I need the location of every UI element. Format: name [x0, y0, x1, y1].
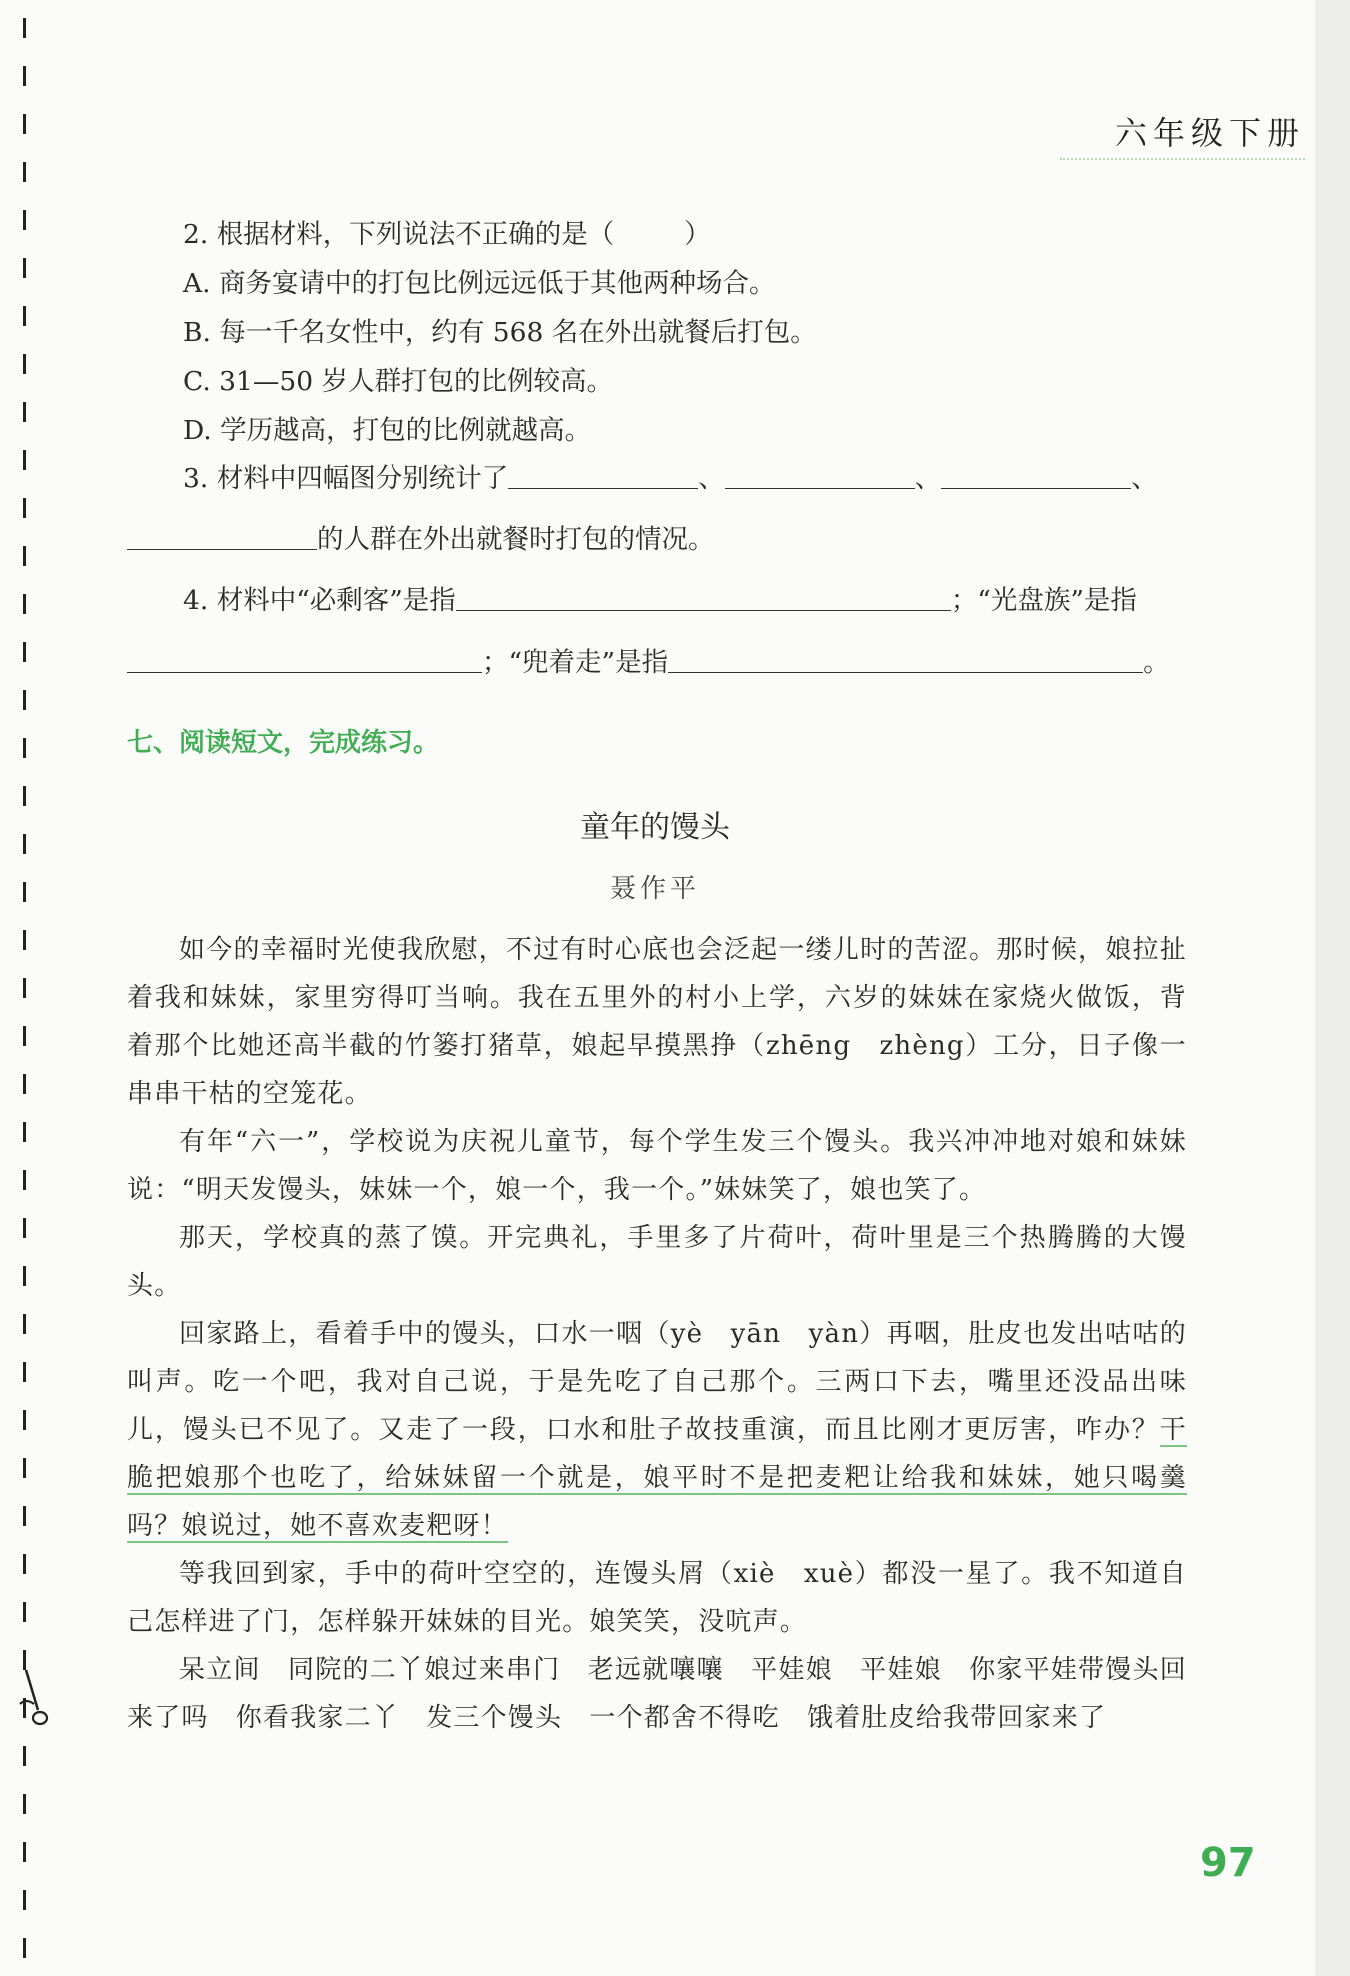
q4-mid1: ；“光盘族”是指: [950, 585, 1137, 616]
q4-start: 4. 材料中“必剩客”是指: [183, 585, 456, 616]
story-title: 童年的馒头: [580, 810, 730, 845]
binding-dash: [23, 258, 26, 278]
story-paragraph: 有年“六一”，学校说为庆祝儿童节，每个学生发三个馒头。我兴冲冲地对娘和妹妹说：“明天发馒头，妹妹一个，娘一个，我一个。”妹妹笑了，娘也笑了。: [127, 1127, 1187, 1205]
story-paragraph: 呆立间 同院的二丫娘过来串门 老远就嚷嚷 平娃娘 平娃娘 你家平娃带馒头回来了吗 你看我家二丫 发三个馒头 一个都舍不得吃 饿着肚皮给我带回家来了: [127, 1655, 1187, 1733]
grade-label: 六年级下册: [1060, 108, 1305, 160]
q2-option-b: B. 每一千名女性中，约有 568 名在外出就餐后打包。: [183, 317, 817, 348]
binding-dash: [23, 498, 26, 518]
binding-dash: [23, 1602, 26, 1622]
q2-stem-text: 2. 根据材料，下列说法不正确的是（: [183, 219, 615, 250]
binding-dash: [23, 18, 26, 38]
q2-option-a: A. 商务宴请中的打包比例远远低于其他两种场合。: [183, 268, 776, 299]
binding-dash: [23, 1170, 26, 1190]
q3-end: 的人群在外出就餐时打包的情况。: [317, 524, 715, 555]
binding-dash: [23, 642, 26, 662]
q3-sep-3: 、: [1131, 463, 1158, 494]
binding-dash: [23, 114, 26, 134]
binding-dash: [23, 1458, 26, 1478]
q3-blank-3[interactable]: [941, 462, 1131, 489]
binding-dash: [23, 66, 26, 86]
q2-option-d: D. 学历越高，打包的比例就越高。: [183, 415, 592, 446]
q4-mid2: ；“兜着走”是指: [482, 647, 669, 678]
binding-dash: [23, 1554, 26, 1574]
underlined-sentence: 干脆把娘那个也吃了，给妹妹留一个就是，娘平时不是把麦粑让给我和妹妹，她只喝羹吗？娘说过，她不喜欢麦粑呀！: [127, 1415, 1187, 1541]
binding-dash: [23, 450, 26, 470]
binding-dash: [23, 1794, 26, 1814]
page-number: 97: [1200, 1840, 1256, 1886]
story-paragraph: 等我回到家，手中的荷叶空空的，连馒头屑（xiè xuè）都没一星了。我不知道自己怎样进了门，怎样躲开妹妹的目光。娘笑笑，没吭声。: [127, 1559, 1187, 1637]
binding-dash: [23, 978, 26, 998]
q4-line1: [183, 584, 1137, 618]
binding-dash: [23, 690, 26, 710]
q4-blank-3[interactable]: [668, 646, 1143, 673]
binding-dash: [23, 1026, 26, 1046]
binding-dash: [23, 1362, 26, 1382]
binding-dash: [23, 1074, 26, 1094]
margin-pen-mark: [18, 1668, 58, 1728]
story-author: 聂作平: [609, 874, 700, 904]
q3-line1: [183, 462, 1158, 496]
q3-start: 3. 材料中四幅图分别统计了: [183, 463, 509, 494]
q4-blank-2[interactable]: [127, 646, 482, 673]
page-edge-shadow: [1315, 0, 1350, 1976]
binding-dash: [23, 1650, 26, 1670]
q3-blank-2[interactable]: [725, 462, 915, 489]
q2-option-c: C. 31—50 岁人群打包的比例较高。: [183, 366, 614, 397]
q3-blank-1[interactable]: [508, 462, 698, 489]
binding-dash: [23, 1746, 26, 1766]
binding-dash: [23, 162, 26, 182]
story-paragraph: 如今的幸福时光使我欣慰，不过有时心底也会泛起一缕儿时的苦涩。那时候，娘拉扯着我和妹妹，家里穷得叮当响。我在五里外的村小上学，六岁的妹妹在家烧火做饭，背着那个比她还高半截的竹篓打猪草，娘起早摸黑挣（zhēng zhèng）工分，日子像一串串干枯的空笼花。: [127, 935, 1187, 1109]
q4-line2: [127, 646, 1170, 680]
story-paragraph: 那天，学校真的蒸了馍。开完典礼，手里多了片荷叶，荷叶里是三个热腾腾的大馒头。: [127, 1223, 1187, 1301]
binding-dash: [23, 594, 26, 614]
binding-dash: [23, 1890, 26, 1910]
binding-dash: [23, 1506, 26, 1526]
q3-blank-4[interactable]: [127, 523, 317, 550]
q2-stem: [183, 218, 711, 252]
binding-dash: [23, 1938, 26, 1958]
binding-dash: [23, 1842, 26, 1862]
story-body: [127, 926, 1187, 1742]
q3-line2: [127, 523, 715, 557]
binding-dash: [23, 930, 26, 950]
q2-stem-end: ）: [684, 219, 711, 250]
binding-dash: [23, 1266, 26, 1286]
story-paragraph: [127, 1310, 1187, 1550]
q3-sep-1: 、: [698, 463, 725, 494]
binding-dash: [23, 1314, 26, 1334]
binding-dash: [23, 210, 26, 230]
q3-sep-2: 、: [914, 463, 942, 494]
binding-dash: [23, 354, 26, 374]
q4-blank-1[interactable]: [456, 584, 951, 611]
binding-dash: [23, 1410, 26, 1430]
story-p4-text: 回家路上，看着手中的馒头，口水一咽（yè yān yàn）再咽，肚皮也发出咕咕的叫声。吃一个吧，我对自己说，于是先吃了自己那个。三两口下去，嘴里还没品出味儿，馒头已不见了。又走了一段，口水和肚子故技重演，而且比刚才更厉害，咋办？: [127, 1319, 1187, 1445]
binding-dash: [23, 546, 26, 566]
section-heading: 七、阅读短文，完成练习。: [127, 728, 440, 758]
binding-dash: [23, 738, 26, 758]
binding-dash: [23, 1218, 26, 1238]
binding-dash: [23, 306, 26, 326]
binding-dash: [23, 402, 26, 422]
binding-dash: [23, 1122, 26, 1142]
q4-end: 。: [1143, 647, 1170, 678]
